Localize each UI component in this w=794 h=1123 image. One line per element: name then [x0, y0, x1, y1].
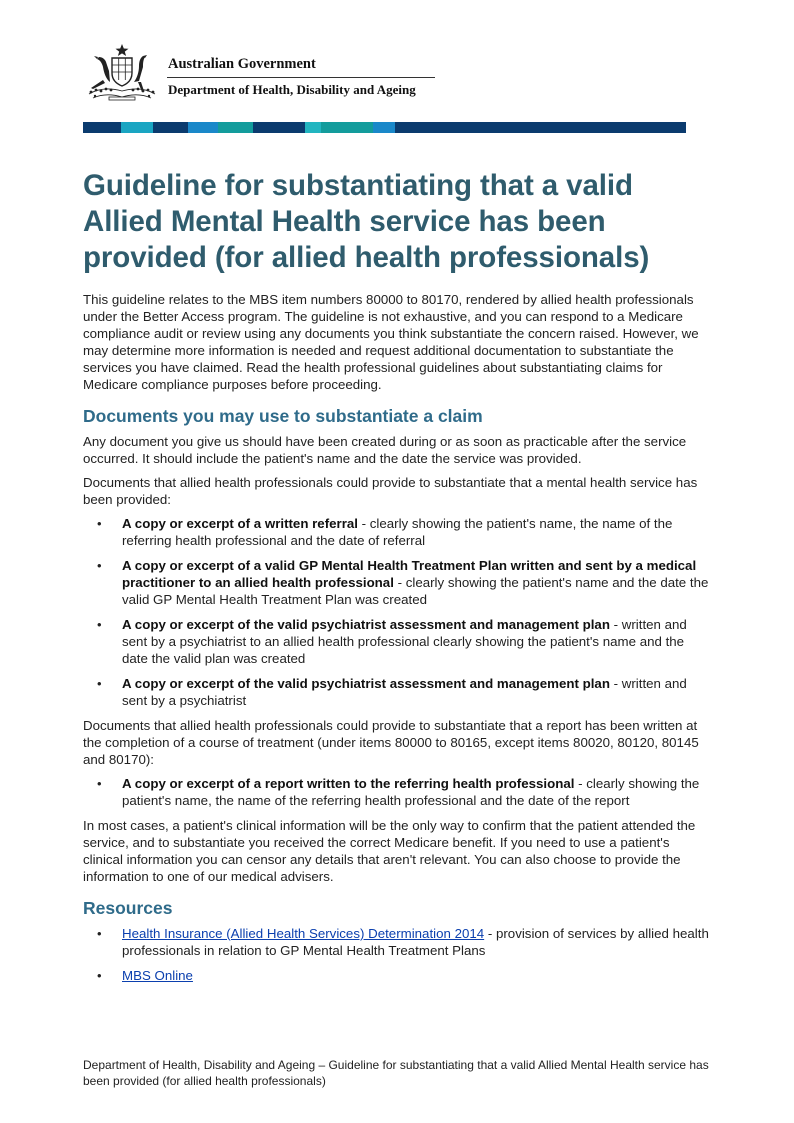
strip-segment [218, 122, 253, 133]
list-item-bold: A copy or excerpt of a report written to the referring health professional [122, 776, 575, 791]
strip-segment [121, 122, 153, 133]
strip-segment [373, 122, 395, 133]
intro-paragraph: This guideline relates to the MBS item numbers 80000 to 80170, rendered by allied health professionals under the Better Access program. The guideline is not exhaustive, and you can respond to a Medicare compliance audit or review using any documents you think substantiate the concern raised. However, we may determine more information is needed and request additional documentation to substantiate the services you have claimed. Read the health professional guidelines about substantiating claims for Medicare compliance purposes before proceeding. [83, 292, 699, 392]
list-item [83, 675, 709, 709]
strip-segment [321, 122, 373, 133]
logo-divider [167, 77, 435, 78]
list-item [83, 616, 709, 667]
list-item [83, 925, 709, 959]
department-name: Department of Health, Disability and Ageing [168, 82, 416, 97]
government-logo [83, 42, 443, 104]
documents-heading: Documents you may use to substantiate a claim [83, 406, 483, 426]
page-footer: Department of Health, Disability and Ageing – Guideline for substantiating that a valid Allied Mental Health service has been provided (for allied health professionals) [83, 1058, 709, 1088]
list-item [83, 967, 709, 984]
document-body [83, 168, 709, 992]
list-item [83, 775, 709, 809]
strip-segment [153, 122, 188, 133]
determination-link[interactable]: Health Insurance (Allied Health Services) Determination 2014 [122, 926, 485, 941]
list-item-bold: A copy or excerpt of the valid psychiatrist assessment and management plan [122, 617, 610, 632]
documents-paragraph-1: Any document you give us should have been created during or as soon as practicable after the service occurred. It should include the patient's name and the date the service was provided. [83, 434, 687, 466]
decorative-color-strip [83, 122, 686, 133]
list-item-text: - clearly showing the patient's name and the date the valid GP Mental Health Treatment Plan was created [122, 575, 709, 607]
strip-segment [395, 122, 686, 133]
documents-list-1 [83, 515, 709, 709]
list-item [83, 557, 709, 608]
strip-segment [305, 122, 321, 133]
list-item-text: - provision of services by allied health professionals in relation to GP Mental Health Treatment Plans [122, 926, 709, 958]
list-item [83, 515, 709, 549]
documents-paragraph-4: In most cases, a patient's clinical information will be the only way to confirm that the patient attended the service, and to substantiate you received the correct Medicare benefit. If you need to use a patient's clinical information you can censor any details that aren't relevant. You can also choose to provide the information to one of our medical advisers. [83, 818, 696, 884]
list-item-bold: A copy or excerpt of the valid psychiatrist assessment and management plan [122, 676, 610, 691]
list-item-text: - written and sent by a psychiatrist to an allied health professional clearly showing the patient's name and the date the valid plan was created [122, 617, 687, 666]
government-name: Australian Government [168, 56, 316, 72]
mbs-online-link[interactable]: MBS Online [122, 968, 193, 983]
resources-heading: Resources [83, 898, 173, 918]
list-item-text: - clearly showing the patient's name, the name of the referring health professional and the date of the report [122, 776, 700, 808]
documents-paragraph-3: Documents that allied health professionals could provide to substantiate that a report has been written at the completion of a course of treatment (under items 80000 to 80165, except items 80020, 80120, 80145 and 80170): [83, 718, 699, 767]
strip-segment [253, 122, 305, 133]
page-title: Guideline for substantiating that a valid Allied Mental Health service has been provided (for allied health professionals) [83, 169, 650, 274]
list-item-bold: A copy or excerpt of a valid GP Mental Health Treatment Plan written and sent by a medical practitioner to an allied health professional [122, 558, 697, 590]
coat-of-arms-icon [83, 42, 161, 102]
resources-list [83, 925, 709, 984]
list-item-text: - written and sent by a psychiatrist [122, 676, 687, 708]
strip-segment [188, 122, 218, 133]
documents-paragraph-2: Documents that allied health professionals could provide to substantiate that a mental health service has been provided: [83, 475, 698, 507]
list-item-text: - clearly showing the patient's name, the name of the referring health professional and the date of referral [122, 516, 673, 548]
list-item-bold: A copy or excerpt of a written referral [122, 516, 358, 531]
strip-segment [83, 122, 121, 133]
documents-list-2 [83, 775, 709, 809]
